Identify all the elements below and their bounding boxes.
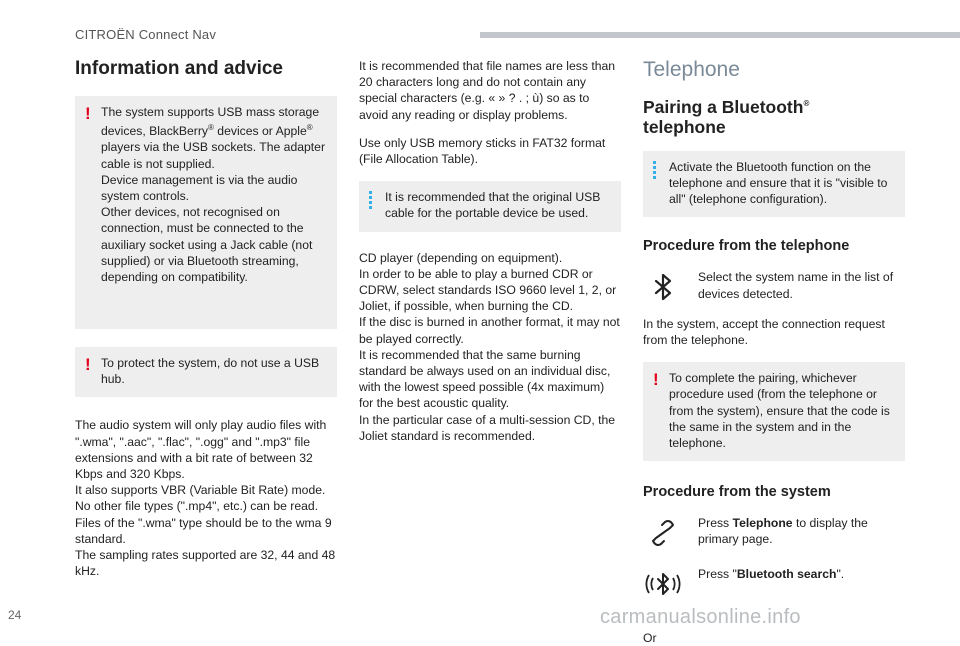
procedure-system-step-bluetooth-search: Press "Bluetooth search". <box>643 566 905 610</box>
pairing-title: Pairing a Bluetooth® telephone <box>643 96 810 137</box>
bluetooth-icon <box>643 267 683 307</box>
warning-icon: ! <box>653 370 659 390</box>
column-1 <box>75 58 337 579</box>
info-text-activate-bluetooth: Activate the Bluetooth function on the telephone and ensure that it is "visible to all" (telephone configuration). <box>669 159 888 207</box>
procedure-system-step-telephone: Press Telephone to display the primary page. <box>643 515 905 547</box>
warning-text-hub: To protect the system, do not use a USB hub. <box>101 356 320 387</box>
info-box-usb-cable <box>359 181 621 231</box>
accept-connection-text: In the system, accept the connection request from the telephone. <box>643 316 885 348</box>
info-icon <box>653 161 656 181</box>
or-text: Or <box>643 630 657 645</box>
warning-box-pairing-code <box>643 362 905 461</box>
info-text-usb-cable: It is recommended that the original USB cable for the portable device be used. <box>385 190 601 221</box>
watermark: carmanualsonline.info <box>600 606 801 628</box>
procedure-system-title: Procedure from the system <box>643 484 831 501</box>
warning-box-hub <box>75 347 337 397</box>
warning-text-usb: The system supports USB mass storage devices, BlackBerry® devices or Apple® players via the USB sockets. The adapter cable is not supplied. Device management is via the audio system controls. Other devices, not recognised on connection, must be connected to the auxiliary socket using a Jack cable (not supplied) or via Bluetooth streaming, depending on compatibility. <box>101 105 326 285</box>
cd-player-paragraph: CD player (depending on equipment). In order to be able to play a burned CDR or CDRW, select standards ISO 9660 level 1, 2, or Joliet, if possible, when burning the CD. If the disc is burned in another format, it may not be played correctly. It is recommended that the same burning standard be always used on an individual disc, with the lowest speed possible (4x maximum) for the best acoustic quality. In the particular case of a multi-session CD, the Joliet standard is recommended. <box>359 250 620 443</box>
page-number: 24 <box>8 608 22 622</box>
warning-icon: ! <box>85 355 91 374</box>
warning-text-pairing-code: To complete the pairing, whichever procedure used (from the telephone or from the system), ensure that the code is the same in the system and in the telephone. <box>669 371 890 451</box>
info-icon <box>369 191 372 211</box>
header-title: CITROËN Connect Nav <box>75 27 217 42</box>
procedure-phone-title: Procedure from the telephone <box>643 238 850 255</box>
procedure-phone-step: Select the system name in the list of devices detected. <box>643 269 905 301</box>
file-names-paragraph: It is recommended that file names are less than 20 characters long and do not contain any special characters (e.g. « » ? . ; ù) so as to avoid any reading or display problems. <box>359 59 616 122</box>
telephone-title: Telephone <box>643 58 740 81</box>
audio-files-paragraph: The audio system will only play audio files with ".wma", ".aac", ".flac", ".ogg" and ".mp3" file extensions and with a bit rate of between 32 Kbps and 320 Kbps. It also supports VBR (Variable Bit Rate) mode. No other file types (".mp4", etc.) can be read. Files of the ".wma" type should be to the wma 9 standard. The sampling rates supported are 32, 44 and 48 kHz. <box>75 418 336 579</box>
info-box-activate-bluetooth <box>643 151 905 218</box>
header-bar <box>480 32 960 38</box>
info-advice-title: Information and advice <box>75 58 283 79</box>
column-2 <box>359 58 621 444</box>
bluetooth-search-icon <box>643 564 683 604</box>
warning-box-usb <box>75 96 337 329</box>
fat32-paragraph: Use only USB memory sticks in FAT32 format (File Allocation Table). <box>359 135 606 167</box>
column-3 <box>643 58 905 646</box>
phone-icon <box>643 513 683 553</box>
warning-icon: ! <box>85 104 91 123</box>
